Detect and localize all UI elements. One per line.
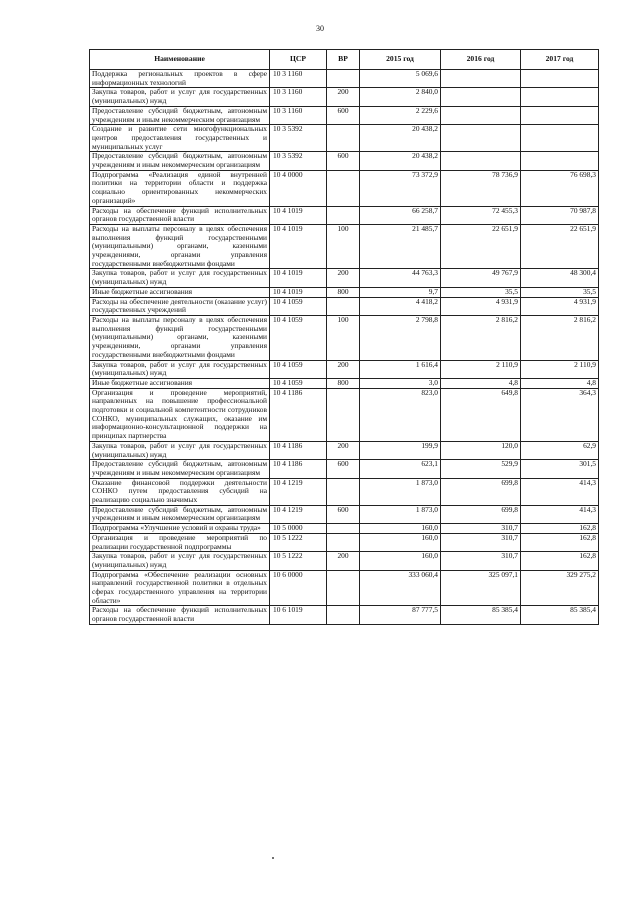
table-row — [90, 360, 599, 378]
row-csr-cell: 10 4 1186 — [270, 388, 327, 441]
table-row — [90, 206, 599, 224]
row-csr-cell: 10 4 1219 — [270, 505, 327, 523]
row-csr-cell: 10 3 1160 — [270, 70, 327, 88]
row-2015-cell: 4 418,2 — [360, 297, 441, 315]
row-2016-cell: 529,9 — [441, 460, 521, 478]
row-2016-cell: 78 736,9 — [441, 170, 521, 206]
row-csr-cell: 10 3 1160 — [270, 106, 327, 124]
row-2017-cell — [521, 88, 599, 106]
row-2017-cell: 62,9 — [521, 441, 599, 459]
row-2015-cell: 44 763,3 — [360, 269, 441, 287]
row-name-cell: Подпрограмма «Улучшение условий и охраны труда» — [90, 524, 270, 534]
row-2015-cell: 1 873,0 — [360, 505, 441, 523]
row-csr-cell: 10 3 1160 — [270, 88, 327, 106]
row-2016-cell: 310,7 — [441, 552, 521, 570]
row-csr-cell: 10 4 1219 — [270, 478, 327, 505]
row-vr-cell: 200 — [327, 441, 360, 459]
table-row — [90, 441, 599, 459]
table-row — [90, 533, 599, 551]
row-vr-cell — [327, 524, 360, 534]
row-name-cell: Предоставление субсидий бюджетным, автономным учреждениям и иным некоммерческим организациям — [90, 152, 270, 170]
table-row — [90, 287, 599, 297]
table-row — [90, 606, 599, 624]
row-csr-cell: 10 5 1222 — [270, 552, 327, 570]
header-name: Наименование — [90, 50, 270, 70]
row-2015-cell: 1 873,0 — [360, 478, 441, 505]
row-vr-cell: 800 — [327, 287, 360, 297]
row-vr-cell: 600 — [327, 505, 360, 523]
row-name-cell: Закупка товаров, работ и услуг для государственных (муниципальных) нужд — [90, 88, 270, 106]
row-2016-cell — [441, 152, 521, 170]
row-2017-cell: 414,3 — [521, 505, 599, 523]
row-2015-cell: 823,0 — [360, 388, 441, 441]
table-row — [90, 524, 599, 534]
row-2017-cell: 364,3 — [521, 388, 599, 441]
row-2017-cell: 4 931,9 — [521, 297, 599, 315]
row-2017-cell — [521, 106, 599, 124]
header-vr: ВР — [327, 50, 360, 70]
table-row — [90, 224, 599, 269]
table-row — [90, 378, 599, 388]
row-name-cell: Подпрограмма «Обеспечение реализации основных направлений государственной политики в отдельных сферах государственного управления на территории области» — [90, 570, 270, 606]
page-number: 30 — [316, 24, 324, 33]
row-2017-cell: 414,3 — [521, 478, 599, 505]
row-name-cell: Предоставление субсидий бюджетным, автономным учреждениям и иным некоммерческим организациям — [90, 505, 270, 523]
table-row — [90, 570, 599, 606]
row-2017-cell: 162,8 — [521, 533, 599, 551]
header-2017: 2017 год — [521, 50, 599, 70]
header-csr: ЦСР — [270, 50, 327, 70]
table-row — [90, 297, 599, 315]
row-vr-cell — [327, 206, 360, 224]
row-2016-cell: 72 455,3 — [441, 206, 521, 224]
table-row — [90, 460, 599, 478]
row-name-cell: Предоставление субсидий бюджетным, автономным учреждениям и иным некоммерческим организациям — [90, 106, 270, 124]
table-body — [90, 70, 599, 625]
row-2015-cell: 2 798,8 — [360, 315, 441, 360]
row-csr-cell: 10 4 1059 — [270, 315, 327, 360]
row-csr-cell: 10 4 1019 — [270, 206, 327, 224]
row-name-cell: Расходы на обеспечение деятельности (оказание услуг) государственных учреждений — [90, 297, 270, 315]
row-2015-cell: 87 777,5 — [360, 606, 441, 624]
row-2015-cell: 5 069,6 — [360, 70, 441, 88]
row-name-cell: Организация и проведение мероприятий, направленных на повышение профессиональной подготовки и социальной компетентности сотрудников СОНКО, муниципальных служащих, оказание им информационно-консультационной поддержки на принципах партнерства — [90, 388, 270, 441]
row-csr-cell: 10 5 1222 — [270, 533, 327, 551]
row-2016-cell: 35,5 — [441, 287, 521, 297]
row-2016-cell — [441, 106, 521, 124]
row-name-cell: Расходы на обеспечение функций исполнительных органов государственной власти — [90, 606, 270, 624]
row-vr-cell: 600 — [327, 460, 360, 478]
row-2017-cell: 162,8 — [521, 552, 599, 570]
row-2016-cell: 2 110,9 — [441, 360, 521, 378]
row-vr-cell: 200 — [327, 360, 360, 378]
row-2017-cell — [521, 125, 599, 152]
row-2017-cell: 2 110,9 — [521, 360, 599, 378]
row-2015-cell: 3,0 — [360, 378, 441, 388]
row-2015-cell: 623,1 — [360, 460, 441, 478]
table-row — [90, 552, 599, 570]
row-csr-cell: 10 4 1059 — [270, 360, 327, 378]
row-vr-cell: 100 — [327, 224, 360, 269]
row-2015-cell: 333 060,4 — [360, 570, 441, 606]
row-2016-cell: 649,8 — [441, 388, 521, 441]
row-2015-cell: 21 485,7 — [360, 224, 441, 269]
row-name-cell: Закупка товаров, работ и услуг для государственных (муниципальных) нужд — [90, 552, 270, 570]
row-vr-cell: 600 — [327, 152, 360, 170]
table-row — [90, 315, 599, 360]
row-name-cell: Расходы на выплаты персоналу в целях обеспечения выполнения функций государственными (муниципальными) органами, казенными учреждениями, органами управления государственными внебюджетными фондами — [90, 224, 270, 269]
row-name-cell: Поддержка региональных проектов в сфере информационных технологий — [90, 70, 270, 88]
row-name-cell: Оказание финансовой поддержки деятельности СОНКО путем предоставления субсидий на реализацию социально значимых — [90, 478, 270, 505]
row-vr-cell: 200 — [327, 552, 360, 570]
row-2016-cell — [441, 88, 521, 106]
row-vr-cell — [327, 388, 360, 441]
row-2015-cell: 199,9 — [360, 441, 441, 459]
row-2017-cell — [521, 70, 599, 88]
row-2017-cell: 301,5 — [521, 460, 599, 478]
row-vr-cell — [327, 606, 360, 624]
row-2016-cell: 4 931,9 — [441, 297, 521, 315]
row-csr-cell: 10 4 1019 — [270, 269, 327, 287]
row-2016-cell: 4,8 — [441, 378, 521, 388]
row-2017-cell: 329 275,2 — [521, 570, 599, 606]
row-name-cell: Закупка товаров, работ и услуг для государственных (муниципальных) нужд — [90, 360, 270, 378]
row-2015-cell: 1 616,4 — [360, 360, 441, 378]
row-csr-cell: 10 4 1059 — [270, 378, 327, 388]
row-vr-cell: 200 — [327, 88, 360, 106]
row-vr-cell — [327, 125, 360, 152]
row-2017-cell: 70 987,8 — [521, 206, 599, 224]
row-vr-cell: 100 — [327, 315, 360, 360]
row-csr-cell: 10 4 0000 — [270, 170, 327, 206]
row-2016-cell: 120,0 — [441, 441, 521, 459]
row-2017-cell: 76 698,3 — [521, 170, 599, 206]
row-2017-cell: 2 816,2 — [521, 315, 599, 360]
row-name-cell: Расходы на выплаты персоналу в целях обеспечения выполнения функций государственными (муниципальными) органами, казенными учреждениями, органами управления государственными внебюджетными фондами — [90, 315, 270, 360]
row-2017-cell: 4,8 — [521, 378, 599, 388]
header-2015: 2015 год — [360, 50, 441, 70]
row-2015-cell: 160,0 — [360, 524, 441, 534]
table-row — [90, 478, 599, 505]
row-csr-cell: 10 4 1019 — [270, 224, 327, 269]
table-row — [90, 125, 599, 152]
row-2016-cell — [441, 125, 521, 152]
row-2015-cell: 9,7 — [360, 287, 441, 297]
row-name-cell: Создание и развитие сети многофункциональных центров предоставления государственных и муниципальных услуг — [90, 125, 270, 152]
row-2015-cell: 66 258,7 — [360, 206, 441, 224]
row-2017-cell: 35,5 — [521, 287, 599, 297]
row-2015-cell: 160,0 — [360, 552, 441, 570]
row-csr-cell: 10 3 5392 — [270, 152, 327, 170]
header-row — [90, 50, 599, 70]
row-2016-cell: 325 097,1 — [441, 570, 521, 606]
row-csr-cell: 10 4 1186 — [270, 460, 327, 478]
row-2016-cell: 310,7 — [441, 533, 521, 551]
row-vr-cell: 200 — [327, 269, 360, 287]
budget-table — [89, 49, 599, 625]
row-vr-cell: 800 — [327, 378, 360, 388]
row-2015-cell: 160,0 — [360, 533, 441, 551]
row-vr-cell — [327, 70, 360, 88]
row-name-cell: Закупка товаров, работ и услуг для государственных (муниципальных) нужд — [90, 441, 270, 459]
row-vr-cell — [327, 170, 360, 206]
table-row — [90, 70, 599, 88]
row-2015-cell: 73 372,9 — [360, 170, 441, 206]
row-vr-cell — [327, 478, 360, 505]
row-csr-cell: 10 4 1186 — [270, 441, 327, 459]
row-csr-cell: 10 4 1059 — [270, 297, 327, 315]
row-2016-cell: 22 651,9 — [441, 224, 521, 269]
row-2016-cell: 85 385,4 — [441, 606, 521, 624]
table-row — [90, 170, 599, 206]
row-vr-cell: 600 — [327, 106, 360, 124]
scan-speck — [272, 857, 274, 859]
row-csr-cell: 10 6 0000 — [270, 570, 327, 606]
row-2016-cell: 699,8 — [441, 505, 521, 523]
row-2015-cell: 20 438,2 — [360, 152, 441, 170]
row-vr-cell — [327, 570, 360, 606]
row-name-cell: Закупка товаров, работ и услуг для государственных (муниципальных) нужд — [90, 269, 270, 287]
row-2015-cell: 2 840,0 — [360, 88, 441, 106]
table-row — [90, 388, 599, 441]
row-csr-cell: 10 5 0000 — [270, 524, 327, 534]
row-csr-cell: 10 6 1019 — [270, 606, 327, 624]
table-row — [90, 88, 599, 106]
row-name-cell: Иные бюджетные ассигнования — [90, 287, 270, 297]
row-2017-cell: 85 385,4 — [521, 606, 599, 624]
row-2017-cell: 162,8 — [521, 524, 599, 534]
table-row — [90, 106, 599, 124]
table-row — [90, 505, 599, 523]
table-row — [90, 152, 599, 170]
row-name-cell: Подпрограмма «Реализация единой внутренней политики на территории области и поддержка социально ориентированных некоммерческих организаций» — [90, 170, 270, 206]
row-name-cell: Иные бюджетные ассигнования — [90, 378, 270, 388]
row-2016-cell — [441, 70, 521, 88]
row-csr-cell: 10 4 1019 — [270, 287, 327, 297]
row-2015-cell: 2 229,6 — [360, 106, 441, 124]
row-2017-cell: 48 300,4 — [521, 269, 599, 287]
row-name-cell: Расходы на обеспечение функций исполнительных органов государственной власти — [90, 206, 270, 224]
row-2016-cell: 49 767,9 — [441, 269, 521, 287]
header-2016: 2016 год — [441, 50, 521, 70]
row-2016-cell: 310,7 — [441, 524, 521, 534]
row-name-cell: Организация и проведение мероприятий по реализации государственной подпрограммы — [90, 533, 270, 551]
table-row — [90, 269, 599, 287]
row-2017-cell: 22 651,9 — [521, 224, 599, 269]
row-name-cell: Предоставление субсидий бюджетным, автономным учреждениям и иным некоммерческим организациям — [90, 460, 270, 478]
row-2017-cell — [521, 152, 599, 170]
row-2016-cell: 2 816,2 — [441, 315, 521, 360]
row-vr-cell — [327, 297, 360, 315]
row-2016-cell: 699,8 — [441, 478, 521, 505]
row-csr-cell: 10 3 5392 — [270, 125, 327, 152]
row-vr-cell — [327, 533, 360, 551]
row-2015-cell: 20 438,2 — [360, 125, 441, 152]
